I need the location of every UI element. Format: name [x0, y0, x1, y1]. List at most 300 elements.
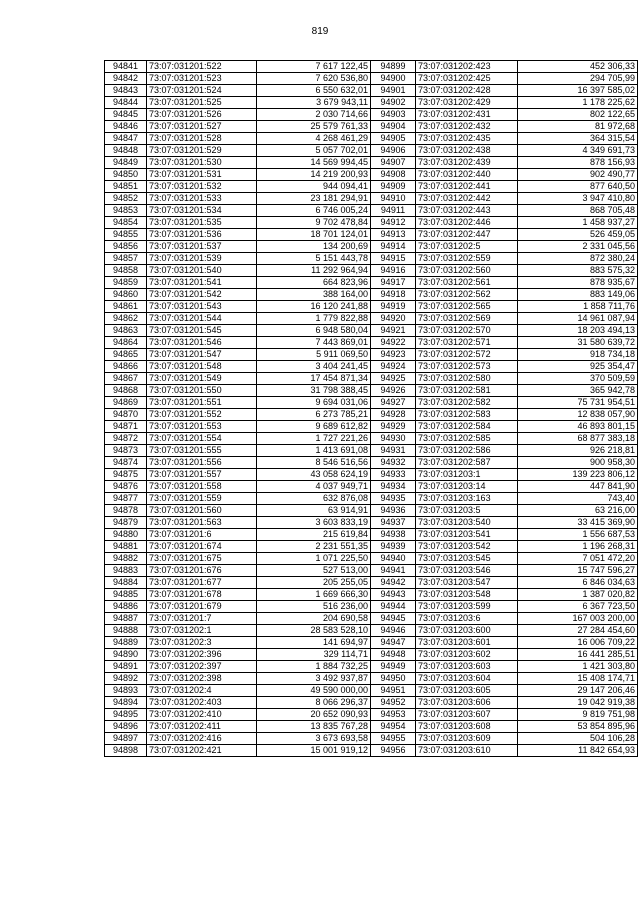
cadastral-value: 18 203 494,13 [518, 325, 638, 337]
table-row [371, 313, 638, 325]
row-number: 94946 [371, 625, 416, 637]
cadastral-number: 73:07:031201:678 [147, 589, 257, 601]
cadastral-number: 73:07:031202:441 [416, 181, 518, 193]
row-number: 94897 [105, 733, 147, 745]
table-row [105, 709, 371, 721]
table-row [105, 421, 371, 433]
cadastral-number: 73:07:031201:7 [147, 613, 257, 625]
cadastral-value: 9 689 612,82 [257, 421, 371, 433]
table-row [371, 373, 638, 385]
row-number: 94942 [371, 577, 416, 589]
cadastral-number: 73:07:031201:560 [147, 505, 257, 517]
row-number: 94924 [371, 361, 416, 373]
cadastral-number: 73:07:031201:541 [147, 277, 257, 289]
cadastral-value: 900 958,30 [518, 457, 638, 469]
table-row [105, 181, 371, 193]
table-row [371, 577, 638, 589]
table-row [105, 685, 371, 697]
row-number: 94925 [371, 373, 416, 385]
cadastral-value: 802 122,65 [518, 109, 638, 121]
row-number: 94920 [371, 313, 416, 325]
cadastral-number: 73:07:031202:438 [416, 145, 518, 157]
cadastral-value: 16 441 285,51 [518, 649, 638, 661]
cadastral-value: 13 835 767,28 [257, 721, 371, 733]
table-row [371, 169, 638, 181]
row-number: 94841 [105, 61, 147, 73]
cadastral-number: 73:07:031202:439 [416, 157, 518, 169]
table-row [105, 577, 371, 589]
cadastral-value: 16 397 585,02 [518, 85, 638, 97]
row-number: 94907 [371, 157, 416, 169]
cadastral-number: 73:07:031201:525 [147, 97, 257, 109]
row-number: 94948 [371, 649, 416, 661]
row-number: 94952 [371, 697, 416, 709]
table-row [371, 409, 638, 421]
cadastral-number: 73:07:031201:522 [147, 61, 257, 73]
cadastral-number: 73:07:031201:543 [147, 301, 257, 313]
row-number: 94844 [105, 97, 147, 109]
cadastral-number: 73:07:031203:604 [416, 673, 518, 685]
cadastral-number: 73:07:031202:562 [416, 289, 518, 301]
table-row [105, 241, 371, 253]
table-row [371, 229, 638, 241]
cadastral-number: 73:07:031202:571 [416, 337, 518, 349]
cadastral-number: 73:07:031203:603 [416, 661, 518, 673]
cadastral-number: 73:07:031202:3 [147, 637, 257, 649]
cadastral-value: 4 349 691,73 [518, 145, 638, 157]
row-number: 94845 [105, 109, 147, 121]
table-row [371, 265, 638, 277]
table-row [105, 409, 371, 421]
table-row [105, 337, 371, 349]
table-row [371, 205, 638, 217]
cadastral-number: 73:07:031202:582 [416, 397, 518, 409]
table-row [105, 601, 371, 613]
row-number: 94945 [371, 613, 416, 625]
cadastral-value: 53 854 895,96 [518, 721, 638, 733]
cadastral-value: 6 746 005,24 [257, 205, 371, 217]
cadastral-number: 73:07:031203:610 [416, 745, 518, 757]
row-number: 94912 [371, 217, 416, 229]
table-row [105, 301, 371, 313]
row-number: 94901 [371, 85, 416, 97]
row-number: 94874 [105, 457, 147, 469]
cadastral-number: 73:07:031203:1 [416, 469, 518, 481]
row-number: 94862 [105, 313, 147, 325]
row-number: 94950 [371, 673, 416, 685]
cadastral-number: 73:07:031202:1 [147, 625, 257, 637]
row-number: 94911 [371, 205, 416, 217]
table-row [371, 457, 638, 469]
table-row [105, 433, 371, 445]
cadastral-number: 73:07:031201:556 [147, 457, 257, 469]
table-row [105, 385, 371, 397]
row-number: 94933 [371, 469, 416, 481]
cadastral-number: 73:07:031201:540 [147, 265, 257, 277]
table-row [105, 349, 371, 361]
cadastral-value: 664 823,96 [257, 277, 371, 289]
cadastral-value: 139 223 806,12 [518, 469, 638, 481]
row-number: 94885 [105, 589, 147, 601]
cadastral-number: 73:07:031202:442 [416, 193, 518, 205]
cadastral-number: 73:07:031202:425 [416, 73, 518, 85]
cadastral-value: 925 354,47 [518, 361, 638, 373]
table-row [105, 217, 371, 229]
row-number: 94855 [105, 229, 147, 241]
cadastral-number: 73:07:031201:542 [147, 289, 257, 301]
table-row [105, 553, 371, 565]
cadastral-value: 1 779 822,88 [257, 313, 371, 325]
cadastral-value: 167 003 200,00 [518, 613, 638, 625]
row-number: 94891 [105, 661, 147, 673]
table-row [105, 253, 371, 265]
row-number: 94867 [105, 373, 147, 385]
table-row [105, 97, 371, 109]
cadastral-number: 73:07:031201:679 [147, 601, 257, 613]
table-row [105, 289, 371, 301]
table-row [105, 733, 371, 745]
cadastral-value: 1 421 303,80 [518, 661, 638, 673]
cadastral-value: 9 694 031,06 [257, 397, 371, 409]
table-row [371, 193, 638, 205]
cadastral-number: 73:07:031202:560 [416, 265, 518, 277]
cadastral-value: 1 858 711,76 [518, 301, 638, 313]
row-number: 94857 [105, 253, 147, 265]
table-row [371, 541, 638, 553]
row-number: 94928 [371, 409, 416, 421]
cadastral-value: 31 798 388,45 [257, 385, 371, 397]
cadastral-value: 7 443 869,01 [257, 337, 371, 349]
cadastral-number: 73:07:031202:585 [416, 433, 518, 445]
cadastral-value: 7 617 122,45 [257, 61, 371, 73]
table-row [371, 97, 638, 109]
cadastral-value: 63 914,91 [257, 505, 371, 517]
cadastral-value: 504 106,28 [518, 733, 638, 745]
cadastral-number: 73:07:031203:601 [416, 637, 518, 649]
row-number: 94886 [105, 601, 147, 613]
table-row [105, 673, 371, 685]
page-number: 819 [311, 26, 329, 37]
cadastral-value: 868 705,48 [518, 205, 638, 217]
cadastral-value: 1 413 691,08 [257, 445, 371, 457]
cadastral-value: 883 149,06 [518, 289, 638, 301]
row-number: 94929 [371, 421, 416, 433]
table-row [105, 697, 371, 709]
table-row [105, 661, 371, 673]
table-row [371, 349, 638, 361]
cadastral-value: 33 415 369,90 [518, 517, 638, 529]
cadastral-value: 6 367 723,50 [518, 601, 638, 613]
cadastral-number: 73:07:031201:523 [147, 73, 257, 85]
table-row [371, 745, 638, 757]
table-row [371, 289, 638, 301]
row-number: 94893 [105, 685, 147, 697]
cadastral-number: 73:07:031203:540 [416, 517, 518, 529]
table-row [105, 325, 371, 337]
row-number: 94849 [105, 157, 147, 169]
cadastral-value: 4 037 949,71 [257, 481, 371, 493]
cadastral-value: 8 546 516,56 [257, 457, 371, 469]
row-number: 94881 [105, 541, 147, 553]
cadastral-value: 6 273 785,21 [257, 409, 371, 421]
cadastral-number: 73:07:031202:443 [416, 205, 518, 217]
cadastral-value: 5 057 702,01 [257, 145, 371, 157]
cadastral-number: 73:07:031203:609 [416, 733, 518, 745]
table-row [371, 697, 638, 709]
table-row [105, 361, 371, 373]
table-row [105, 541, 371, 553]
table-row [371, 277, 638, 289]
row-number: 94898 [105, 745, 147, 757]
cadastral-value: 447 841,90 [518, 481, 638, 493]
row-number: 94871 [105, 421, 147, 433]
cadastral-number: 73:07:031202:559 [416, 253, 518, 265]
cadastral-value: 16 120 241,88 [257, 301, 371, 313]
row-number: 94949 [371, 661, 416, 673]
table-row [371, 709, 638, 721]
cadastral-value: 6 550 632,01 [257, 85, 371, 97]
table-row [371, 361, 638, 373]
cadastral-number: 73:07:031201:528 [147, 133, 257, 145]
row-number: 94930 [371, 433, 416, 445]
row-number: 94851 [105, 181, 147, 193]
table-row [371, 421, 638, 433]
row-number: 94895 [105, 709, 147, 721]
cadastral-value: 3 947 410,80 [518, 193, 638, 205]
cadastral-value: 1 458 937,27 [518, 217, 638, 229]
cadastral-value: 878 935,67 [518, 277, 638, 289]
cadastral-number: 73:07:031202:411 [147, 721, 257, 733]
cadastral-value: 43 058 624,19 [257, 469, 371, 481]
row-number: 94882 [105, 553, 147, 565]
cadastral-number: 73:07:031201:554 [147, 433, 257, 445]
row-number: 94914 [371, 241, 416, 253]
cadastral-number: 73:07:031201:549 [147, 373, 257, 385]
cadastral-value: 877 640,50 [518, 181, 638, 193]
cadastral-number: 73:07:031202:583 [416, 409, 518, 421]
cadastral-value: 15 408 174,71 [518, 673, 638, 685]
cadastral-number: 73:07:031202:570 [416, 325, 518, 337]
row-number: 94884 [105, 577, 147, 589]
cadastral-value: 3 673 693,58 [257, 733, 371, 745]
cadastral-value: 20 652 090,93 [257, 709, 371, 721]
table-row [371, 673, 638, 685]
row-number: 94909 [371, 181, 416, 193]
table-row [105, 193, 371, 205]
table-row [371, 337, 638, 349]
row-number: 94953 [371, 709, 416, 721]
cadastral-value: 1 196 268,31 [518, 541, 638, 553]
cadastral-number: 73:07:031202:432 [416, 121, 518, 133]
cadastral-number: 73:07:031201:557 [147, 469, 257, 481]
cadastral-value: 31 580 639,72 [518, 337, 638, 349]
table-row [371, 145, 638, 157]
cadastral-value: 3 603 833,19 [257, 517, 371, 529]
table-row [371, 601, 638, 613]
table-row [105, 589, 371, 601]
table-row [371, 721, 638, 733]
right-table [370, 60, 638, 757]
cadastral-value: 8 066 296,37 [257, 697, 371, 709]
table-row [371, 625, 638, 637]
row-number: 94935 [371, 493, 416, 505]
table-row [105, 85, 371, 97]
cadastral-number: 73:07:031202:440 [416, 169, 518, 181]
cadastral-number: 73:07:031202:398 [147, 673, 257, 685]
table-row [105, 445, 371, 457]
row-number: 94926 [371, 385, 416, 397]
row-number: 94852 [105, 193, 147, 205]
cadastral-value: 2 231 551,35 [257, 541, 371, 553]
table-row [371, 433, 638, 445]
cadastral-number: 73:07:031202:421 [147, 745, 257, 757]
left-table [104, 60, 371, 757]
table-row [105, 637, 371, 649]
cadastral-number: 73:07:031202:447 [416, 229, 518, 241]
cadastral-value: 7 620 536,80 [257, 73, 371, 85]
cadastral-value: 14 569 994,45 [257, 157, 371, 169]
row-number: 94854 [105, 217, 147, 229]
table-row [105, 745, 371, 757]
cadastral-value: 29 147 206,46 [518, 685, 638, 697]
cadastral-number: 73:07:031203:542 [416, 541, 518, 553]
cadastral-value: 743,40 [518, 493, 638, 505]
row-number: 94843 [105, 85, 147, 97]
cadastral-number: 73:07:031201:526 [147, 109, 257, 121]
table-row [105, 157, 371, 169]
table-row [371, 685, 638, 697]
table-row [105, 613, 371, 625]
row-number: 94875 [105, 469, 147, 481]
cadastral-number: 73:07:031201:559 [147, 493, 257, 505]
cadastral-number: 73:07:031203:606 [416, 697, 518, 709]
cadastral-value: 28 583 528,10 [257, 625, 371, 637]
table-row [105, 529, 371, 541]
cadastral-value: 46 893 801,15 [518, 421, 638, 433]
cadastral-value: 388 164,00 [257, 289, 371, 301]
row-number: 94910 [371, 193, 416, 205]
row-number: 94922 [371, 337, 416, 349]
row-number: 94861 [105, 301, 147, 313]
table-row [371, 565, 638, 577]
table-row [105, 493, 371, 505]
cadastral-number: 73:07:031201:548 [147, 361, 257, 373]
row-number: 94863 [105, 325, 147, 337]
table-row [105, 373, 371, 385]
cadastral-value: 364 315,54 [518, 133, 638, 145]
row-number: 94856 [105, 241, 147, 253]
table-row [371, 397, 638, 409]
cadastral-number: 73:07:031202:4 [147, 685, 257, 697]
cadastral-value: 329 114,71 [257, 649, 371, 661]
cadastral-value: 883 575,32 [518, 265, 638, 277]
row-number: 94900 [371, 73, 416, 85]
row-number: 94913 [371, 229, 416, 241]
table-row [105, 133, 371, 145]
row-number: 94927 [371, 397, 416, 409]
row-number: 94877 [105, 493, 147, 505]
cadastral-number: 73:07:031201:545 [147, 325, 257, 337]
table-row [105, 205, 371, 217]
table-row [105, 565, 371, 577]
cadastral-value: 1 178 225,62 [518, 97, 638, 109]
row-number: 94916 [371, 265, 416, 277]
cadastral-number: 73:07:031203:605 [416, 685, 518, 697]
row-number: 94848 [105, 145, 147, 157]
cadastral-number: 73:07:031202:565 [416, 301, 518, 313]
cadastral-value: 5 151 443,78 [257, 253, 371, 265]
row-number: 94919 [371, 301, 416, 313]
cadastral-value: 5 911 069,50 [257, 349, 371, 361]
cadastral-number: 73:07:031202:410 [147, 709, 257, 721]
cadastral-number: 73:07:031201:536 [147, 229, 257, 241]
table-row [371, 181, 638, 193]
row-number: 94878 [105, 505, 147, 517]
table-row [371, 661, 638, 673]
cadastral-number: 73:07:031203:547 [416, 577, 518, 589]
cadastral-value: 25 579 761,33 [257, 121, 371, 133]
row-number: 94944 [371, 601, 416, 613]
table-row [371, 385, 638, 397]
cadastral-number: 73:07:031202:5 [416, 241, 518, 253]
table-row [371, 85, 638, 97]
cadastral-value: 2 030 714,66 [257, 109, 371, 121]
row-number: 94850 [105, 169, 147, 181]
cadastral-value: 3 679 943,11 [257, 97, 371, 109]
cadastral-value: 926 218,81 [518, 445, 638, 457]
cadastral-number: 73:07:031201:537 [147, 241, 257, 253]
cadastral-number: 73:07:031202:396 [147, 649, 257, 661]
cadastral-value: 872 380,24 [518, 253, 638, 265]
cadastral-value: 1 669 666,30 [257, 589, 371, 601]
cadastral-number: 73:07:031202:581 [416, 385, 518, 397]
table-row [105, 517, 371, 529]
row-number: 94904 [371, 121, 416, 133]
row-number: 94889 [105, 637, 147, 649]
cadastral-number: 73:07:031203:545 [416, 553, 518, 565]
row-number: 94842 [105, 73, 147, 85]
table-row [105, 481, 371, 493]
table-row [105, 505, 371, 517]
cadastral-number: 73:07:031201:539 [147, 253, 257, 265]
table-row [371, 493, 638, 505]
cadastral-number: 73:07:031202:435 [416, 133, 518, 145]
cadastral-number: 73:07:031201:677 [147, 577, 257, 589]
table-row [105, 73, 371, 85]
table-row [371, 529, 638, 541]
row-number: 94947 [371, 637, 416, 649]
table-row [371, 121, 638, 133]
cadastral-value: 1 556 687,53 [518, 529, 638, 541]
cadastral-number: 73:07:031202:587 [416, 457, 518, 469]
cadastral-value: 23 181 294,91 [257, 193, 371, 205]
row-number: 94923 [371, 349, 416, 361]
row-number: 94941 [371, 565, 416, 577]
cadastral-number: 73:07:031201:676 [147, 565, 257, 577]
row-number: 94951 [371, 685, 416, 697]
cadastral-value: 370 509,59 [518, 373, 638, 385]
cadastral-value: 6 846 034,63 [518, 577, 638, 589]
cadastral-value: 516 236,00 [257, 601, 371, 613]
table-row [105, 313, 371, 325]
table-row [371, 445, 638, 457]
table-row [371, 133, 638, 145]
table-row [105, 457, 371, 469]
row-number: 94906 [371, 145, 416, 157]
table-row [371, 301, 638, 313]
row-number: 94908 [371, 169, 416, 181]
cadastral-value: 1 884 732,25 [257, 661, 371, 673]
